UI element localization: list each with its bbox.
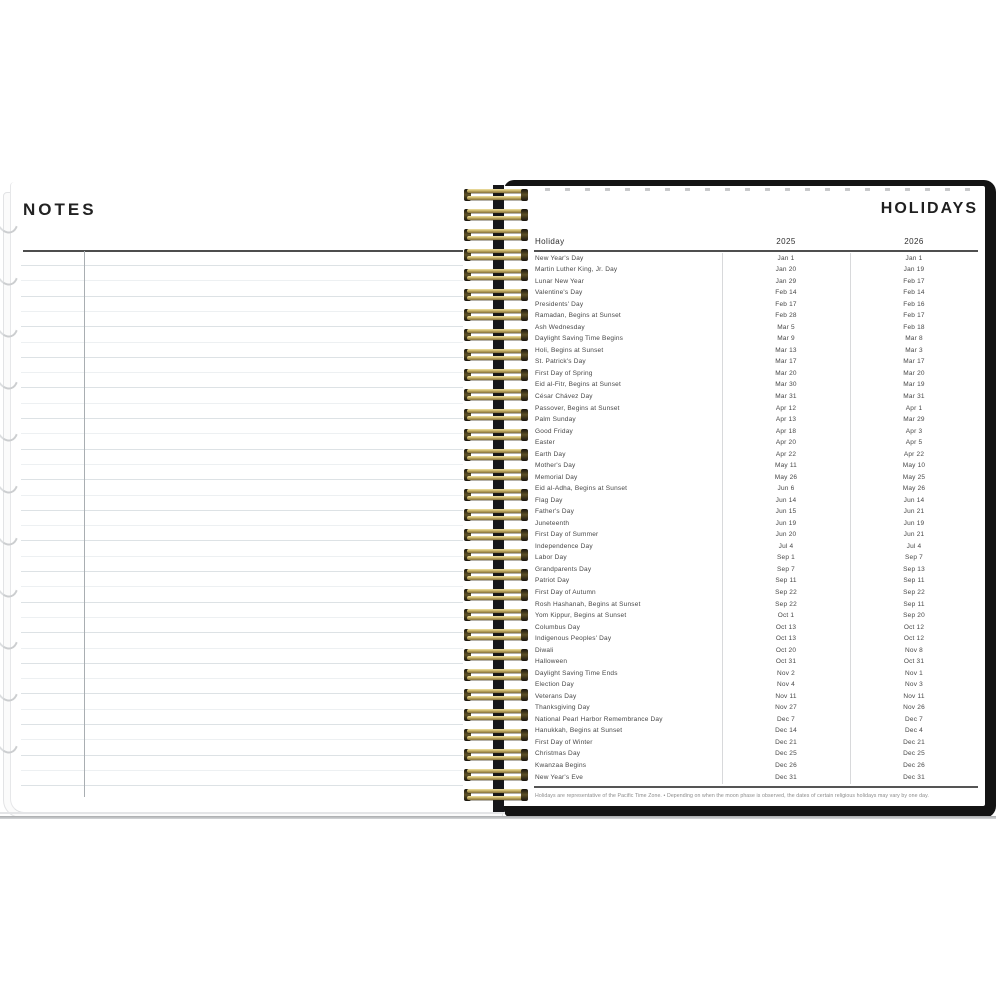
holiday-row — [534, 518, 978, 530]
holiday-row — [534, 622, 978, 634]
ruled-line — [21, 342, 463, 343]
holiday-name: Earth Day — [535, 450, 566, 458]
column-header-holiday: Holiday — [535, 237, 565, 246]
holiday-date-2026: Sep 22 — [903, 589, 925, 596]
holiday-name: Patriot Day — [535, 577, 570, 585]
holiday-row — [534, 703, 978, 715]
holiday-row — [534, 484, 978, 496]
holiday-name: Labor Day — [535, 554, 567, 562]
holiday-name: Eid al-Adha, Begins at Sunset — [535, 485, 628, 493]
holiday-row — [534, 461, 978, 473]
ruled-line — [21, 571, 463, 572]
holiday-date-2026: Oct 12 — [903, 623, 925, 631]
holiday-date-2025: Sep 22 — [775, 600, 797, 608]
holiday-row — [534, 368, 978, 380]
holiday-date-2026: May 25 — [902, 473, 926, 481]
holiday-date-2026: Sep 11 — [903, 577, 925, 585]
holiday-date-2026: Jun 21 — [903, 531, 925, 539]
holiday-row — [534, 426, 978, 438]
holiday-date-2026: Nov 3 — [905, 681, 923, 689]
notes-page — [10, 182, 498, 813]
holiday-row — [534, 357, 978, 369]
holiday-date-2026: Mar 19 — [903, 381, 925, 389]
holiday-row — [534, 438, 978, 450]
spiral-coil — [464, 389, 528, 400]
holiday-name: Grandparents Day — [535, 565, 592, 573]
holiday-name: Eid al-Fitr, Begins at Sunset — [535, 381, 622, 389]
spiral-coil — [464, 649, 528, 660]
spiral-coil — [464, 449, 528, 460]
holiday-row — [534, 668, 978, 680]
holiday-name: Veterans Day — [535, 692, 577, 700]
holiday-row — [534, 587, 978, 599]
holiday-date-2025: Mar 30 — [775, 381, 797, 389]
holiday-date-2026: Jun 14 — [903, 496, 925, 504]
holiday-row — [534, 691, 978, 703]
planner-shadow — [0, 816, 996, 819]
holiday-date-2025: Dec 7 — [777, 715, 795, 723]
holiday-name: Thanksgiving Day — [535, 704, 590, 712]
holiday-date-2025: Apr 20 — [775, 439, 797, 447]
spiral-coil — [464, 729, 528, 740]
holiday-name: Daylight Saving Time Ends — [535, 669, 618, 677]
holidays-table — [534, 234, 978, 799]
holiday-row — [534, 322, 978, 334]
holiday-name: First Day of Summer — [535, 531, 599, 539]
holiday-date-2025: Oct 13 — [775, 623, 797, 631]
spiral-coil — [464, 669, 528, 680]
spiral-coil — [464, 189, 528, 200]
spiral-coil — [464, 349, 528, 360]
holiday-date-2025: Jun 15 — [775, 508, 797, 516]
spiral-coil — [464, 229, 528, 240]
holiday-name: Ramadan, Begins at Sunset — [535, 312, 621, 320]
holiday-row — [534, 311, 978, 323]
spiral-coil — [464, 709, 528, 720]
ruled-line — [21, 495, 463, 496]
holiday-date-2026: Mar 8 — [905, 335, 923, 343]
spiral-coil — [464, 249, 528, 260]
holidays-page-title: HOLIDAYS — [880, 200, 978, 217]
holiday-name: Halloween — [535, 658, 568, 666]
holiday-row — [534, 507, 978, 519]
holiday-row — [534, 576, 978, 588]
holiday-date-2025: Jan 29 — [775, 277, 797, 285]
holiday-date-2025: Jun 14 — [775, 496, 797, 504]
holiday-date-2026: May 10 — [902, 462, 926, 470]
ruled-line — [21, 387, 463, 388]
holiday-row — [534, 299, 978, 311]
holiday-date-2025: Mar 9 — [777, 335, 795, 343]
spiral-coil — [464, 549, 528, 560]
holiday-name: Easter — [535, 439, 555, 447]
holiday-date-2026: Dec 21 — [903, 738, 925, 746]
holiday-name: Father's Day — [535, 508, 575, 516]
holiday-date-2026: Nov 11 — [903, 692, 925, 700]
holiday-row — [534, 726, 978, 738]
holiday-name: First Day of Winter — [535, 738, 593, 746]
holiday-date-2025: Mar 5 — [777, 323, 795, 331]
holiday-date-2025: Mar 17 — [775, 358, 797, 366]
spiral-coil — [464, 569, 528, 580]
holiday-name: Election Day — [535, 681, 574, 689]
holiday-date-2025: Dec 14 — [775, 727, 797, 735]
holiday-name: Diwali — [535, 646, 554, 654]
holiday-date-2025: Jun 6 — [777, 485, 795, 493]
holiday-date-2026: Feb 17 — [903, 312, 925, 320]
holiday-date-2026: Sep 7 — [905, 554, 923, 562]
holiday-name: New Year's Eve — [535, 773, 584, 781]
holidays-table-header — [534, 234, 978, 250]
ruled-line — [21, 433, 463, 434]
holiday-date-2025: Feb 17 — [775, 300, 797, 308]
ruled-line — [21, 770, 463, 771]
holiday-date-2025: Sep 7 — [777, 565, 795, 573]
ruled-line — [21, 311, 463, 312]
ruled-line — [21, 540, 463, 541]
holiday-date-2026: Sep 11 — [903, 600, 925, 608]
holiday-date-2026: Apr 5 — [905, 439, 923, 447]
holiday-name: Good Friday — [535, 427, 573, 435]
holiday-name: National Pearl Harbor Remembrance Day — [535, 715, 663, 723]
ruled-line — [21, 479, 463, 480]
holiday-date-2025: Jan 20 — [775, 266, 797, 274]
holiday-name: Yom Kippur, Begins at Sunset — [535, 612, 627, 620]
holiday-date-2026: Mar 31 — [903, 392, 925, 400]
holiday-date-2025: Sep 11 — [775, 577, 797, 585]
holiday-date-2026: Apr 3 — [905, 427, 923, 435]
holiday-date-2025: May 11 — [774, 462, 798, 470]
holiday-date-2025: Dec 21 — [775, 738, 797, 746]
holiday-name: César Chávez Day — [535, 392, 593, 400]
holiday-date-2026: Jul 4 — [906, 542, 922, 550]
holiday-date-2025: Feb 28 — [775, 312, 797, 320]
holiday-date-2026: Apr 22 — [903, 450, 925, 458]
holiday-date-2025: Oct 13 — [775, 635, 797, 643]
holiday-name: New Year's Day — [535, 254, 584, 262]
holiday-date-2026: Sep 13 — [903, 565, 925, 573]
holiday-date-2025: Nov 27 — [775, 704, 797, 712]
holiday-date-2026: May 26 — [902, 485, 926, 493]
holiday-date-2025: Sep 22 — [775, 589, 797, 596]
holiday-date-2026: Feb 18 — [903, 323, 925, 331]
holiday-date-2026: Mar 17 — [903, 358, 925, 366]
holiday-date-2026: Feb 16 — [903, 300, 925, 308]
holiday-row — [534, 610, 978, 622]
holiday-date-2025: Apr 13 — [775, 416, 797, 424]
holiday-row — [534, 714, 978, 726]
notes-page-title: NOTES — [23, 200, 97, 219]
spiral-coil — [464, 429, 528, 440]
holiday-date-2026: Jun 21 — [903, 508, 925, 516]
holiday-name: Juneteenth — [535, 519, 570, 527]
holiday-row — [534, 449, 978, 461]
holiday-date-2026: Nov 1 — [905, 669, 923, 677]
holiday-date-2026: Jun 19 — [903, 519, 925, 527]
ruled-line — [21, 755, 463, 756]
column-header-2026: 2026 — [904, 237, 924, 246]
holiday-row — [534, 737, 978, 749]
spiral-coil — [464, 409, 528, 420]
spiral-coil — [464, 469, 528, 480]
holiday-row — [534, 645, 978, 657]
holiday-row — [534, 553, 978, 565]
holiday-date-2026: Dec 25 — [903, 750, 925, 758]
holiday-date-2025: May 26 — [774, 473, 798, 481]
ruled-line — [21, 418, 463, 419]
ruled-line — [21, 357, 463, 358]
holiday-date-2025: Apr 22 — [775, 450, 797, 458]
holiday-name: Holi, Begins at Sunset — [535, 346, 604, 354]
spiral-coil — [464, 369, 528, 380]
spiral-coil — [464, 509, 528, 520]
spiral-coil — [464, 209, 528, 220]
spiral-binding — [464, 189, 528, 814]
table-footer-rule — [534, 786, 978, 788]
holiday-date-2026: Nov 8 — [905, 646, 923, 654]
cover-stitch-marks — [530, 188, 979, 191]
holidays-footnote: Holidays are representative of the Pacific Time Zone. • Depending on when the moon phase is observed, the dates of certain religious holidays may vary by one day. — [535, 793, 929, 799]
ruled-line — [21, 724, 463, 725]
holiday-row — [534, 564, 978, 576]
ruled-line — [21, 693, 463, 694]
holidays-page — [500, 186, 985, 806]
holiday-date-2026: Sep 20 — [903, 612, 925, 620]
holiday-row — [534, 345, 978, 357]
table-header-rule — [534, 250, 978, 252]
holiday-date-2025: Apr 18 — [775, 427, 797, 435]
ruled-line — [21, 632, 463, 633]
holiday-date-2025: Oct 31 — [775, 658, 797, 666]
ruled-line — [21, 785, 463, 786]
holiday-date-2025: Jun 19 — [775, 519, 797, 527]
holiday-name: Martin Luther King, Jr. Day — [535, 266, 618, 274]
holiday-row — [534, 380, 978, 392]
spiral-coil — [464, 769, 528, 780]
spiral-coil — [464, 329, 528, 340]
ruled-line — [21, 739, 463, 740]
holiday-row — [534, 634, 978, 646]
notes-ruled-lines — [21, 250, 463, 798]
holiday-name: Palm Sunday — [535, 416, 576, 424]
ruled-line — [21, 265, 463, 266]
holiday-row — [534, 772, 978, 784]
holiday-name: First Day of Spring — [535, 369, 593, 377]
spiral-coil — [464, 309, 528, 320]
holiday-name: Hanukkah, Begins at Sunset — [535, 727, 623, 735]
holiday-row — [534, 541, 978, 553]
holiday-date-2026: Feb 14 — [903, 289, 925, 297]
ruled-line — [21, 663, 463, 664]
holiday-date-2025: Feb 14 — [775, 289, 797, 297]
holiday-row — [534, 276, 978, 288]
holiday-date-2026: Oct 31 — [903, 658, 925, 666]
holiday-date-2025: Nov 11 — [775, 692, 797, 700]
holiday-date-2026: Dec 31 — [903, 773, 925, 781]
ruled-line — [21, 510, 463, 511]
holiday-date-2025: Dec 31 — [775, 773, 797, 781]
holiday-date-2025: Dec 26 — [775, 761, 797, 769]
holiday-date-2026: Mar 20 — [903, 369, 925, 377]
ruled-line — [21, 648, 463, 649]
holiday-row — [534, 265, 978, 277]
holiday-name: Rosh Hashanah, Begins at Sunset — [535, 600, 641, 608]
ruled-line — [21, 296, 463, 297]
holiday-date-2025: Oct 20 — [775, 646, 797, 654]
ruled-line — [21, 556, 463, 557]
holiday-name: First Day of Autumn — [535, 589, 596, 596]
holiday-name: Memorial Day — [535, 473, 578, 481]
ruled-line — [21, 280, 463, 281]
holiday-name: Daylight Saving Time Begins — [535, 335, 624, 343]
holiday-date-2026: Nov 26 — [903, 704, 925, 712]
holiday-name: Indigenous Peoples' Day — [535, 635, 612, 643]
holidays-table-body — [534, 253, 978, 784]
holiday-date-2026: Jan 19 — [903, 266, 925, 274]
holiday-name: Flag Day — [535, 496, 563, 504]
holiday-date-2025: Mar 20 — [775, 369, 797, 377]
holiday-date-2025: Nov 4 — [777, 681, 795, 689]
holiday-row — [534, 472, 978, 484]
ruled-line — [21, 617, 463, 618]
ruled-line — [21, 586, 463, 587]
holiday-date-2025: Jan 1 — [777, 254, 795, 262]
spiral-coil — [464, 269, 528, 280]
notes-margin-line — [84, 251, 85, 797]
holiday-row — [534, 391, 978, 403]
spiral-coil — [464, 589, 528, 600]
spiral-coil — [464, 629, 528, 640]
holiday-date-2026: Dec 7 — [905, 715, 923, 723]
holiday-date-2025: Oct 1 — [777, 612, 795, 620]
holiday-date-2026: Apr 1 — [905, 404, 923, 412]
holiday-row — [534, 599, 978, 611]
column-header-2025: 2025 — [776, 237, 796, 246]
holiday-date-2025: Jun 20 — [775, 531, 797, 539]
holiday-date-2025: Sep 1 — [777, 554, 795, 562]
holiday-date-2026: Dec 4 — [905, 727, 923, 735]
holiday-date-2025: Nov 2 — [777, 669, 795, 677]
holiday-date-2026: Mar 3 — [905, 346, 923, 354]
ruled-line — [21, 709, 463, 710]
holiday-date-2026: Oct 12 — [903, 635, 925, 643]
holiday-date-2026: Dec 26 — [903, 761, 925, 769]
holiday-name: Columbus Day — [535, 623, 581, 631]
holiday-date-2026: Jan 1 — [905, 254, 923, 262]
holiday-name: Valentine's Day — [535, 289, 583, 297]
holiday-name: Passover, Begins at Sunset — [535, 404, 620, 412]
holiday-row — [534, 760, 978, 772]
holiday-name: Mother's Day — [535, 462, 576, 470]
holiday-date-2026: Mar 29 — [903, 416, 925, 424]
ruled-line — [21, 678, 463, 679]
holiday-row — [534, 414, 978, 426]
holiday-date-2025: Jul 4 — [778, 542, 794, 550]
holiday-row — [534, 334, 978, 346]
ruled-line — [21, 326, 463, 327]
holiday-name: St. Patrick's Day — [535, 358, 586, 366]
holiday-date-2026: Feb 17 — [903, 277, 925, 285]
ruled-line — [21, 403, 463, 404]
holiday-date-2025: Apr 12 — [775, 404, 797, 412]
spiral-coil — [464, 609, 528, 620]
holiday-name: Christmas Day — [535, 750, 581, 758]
holiday-name: Kwanzaa Begins — [535, 761, 587, 769]
ruled-line — [21, 449, 463, 450]
page-bottom-edge — [0, 812, 505, 814]
spiral-coil — [464, 529, 528, 540]
ruled-line — [21, 602, 463, 603]
spiral-coil — [464, 689, 528, 700]
holiday-date-2025: Dec 25 — [775, 750, 797, 758]
holiday-row — [534, 657, 978, 669]
holiday-row — [534, 749, 978, 761]
holiday-date-2025: Mar 13 — [775, 346, 797, 354]
holiday-name: Ash Wednesday — [535, 323, 585, 331]
holiday-row — [534, 288, 978, 300]
holiday-name: Independence Day — [535, 542, 593, 550]
holiday-name: Lunar New Year — [535, 277, 585, 285]
spiral-coil — [464, 749, 528, 760]
spiral-coil — [464, 289, 528, 300]
holiday-row — [534, 403, 978, 415]
spiral-coil — [464, 789, 528, 800]
holiday-row — [534, 530, 978, 542]
holiday-name: Presidents' Day — [535, 300, 584, 308]
holiday-row — [534, 680, 978, 692]
holiday-date-2025: Mar 31 — [775, 392, 797, 400]
holiday-row — [534, 253, 978, 265]
ruled-line — [21, 464, 463, 465]
ruled-line — [21, 525, 463, 526]
holiday-row — [534, 495, 978, 507]
ruled-line — [21, 372, 463, 373]
spiral-coil — [464, 489, 528, 500]
